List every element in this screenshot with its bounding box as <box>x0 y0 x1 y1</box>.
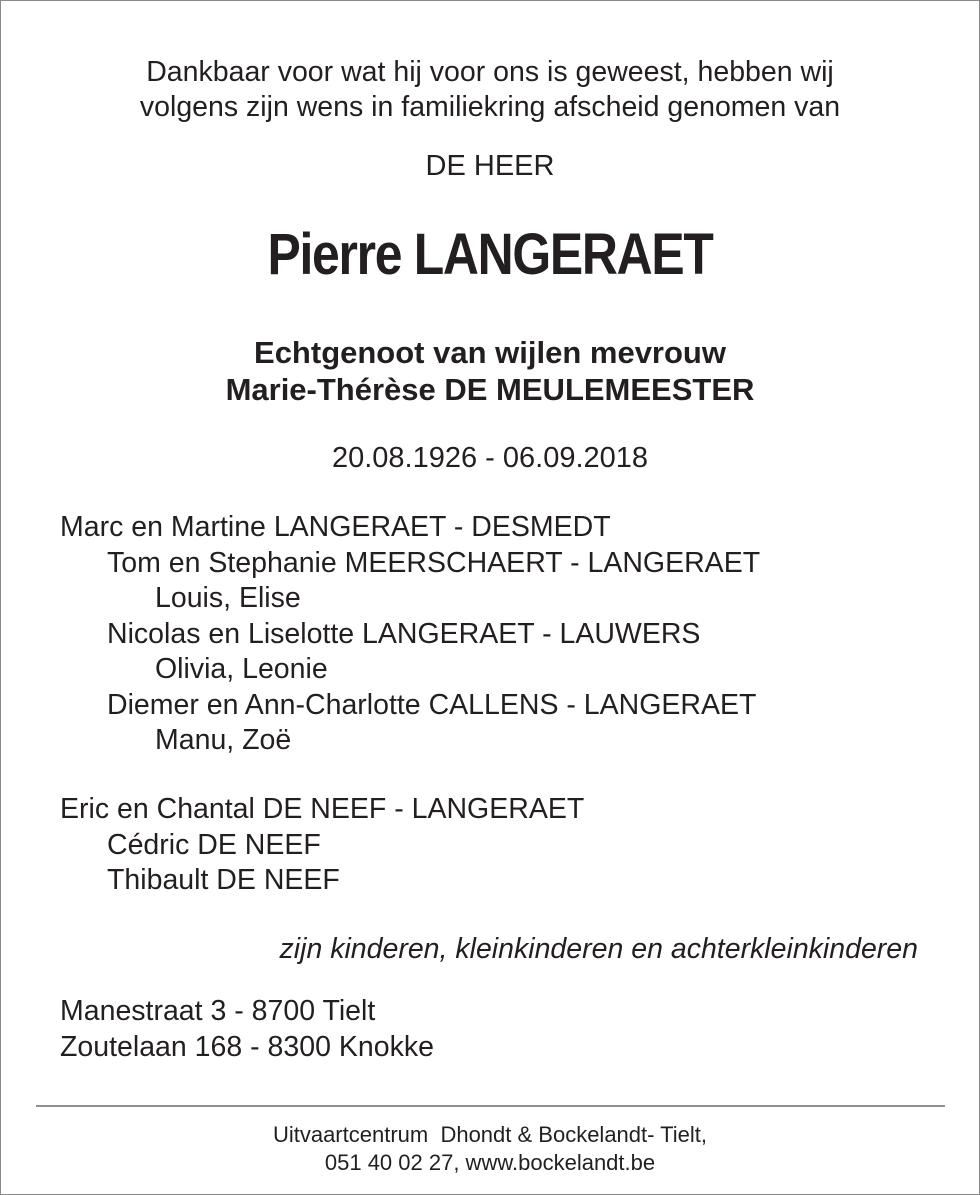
closing-relations: zijn kinderen, kleinkinderen en achterkleinkinderen <box>279 933 918 965</box>
spouse-line-2: Marie-Thérèse DE MEULEMEESTER <box>225 372 755 407</box>
family-line: Marc en Martine LANGERAET - DESMEDT <box>60 511 611 543</box>
family-line: Louis, Elise <box>155 582 301 614</box>
life-dates: 20.08.1926 - 06.09.2018 <box>331 442 649 474</box>
family-line: Manu, Zoë <box>155 724 292 756</box>
footer-line-2: 051 40 02 27, www.bockelandt.be <box>324 1150 656 1175</box>
family-line: Nicolas en Liselotte LANGERAET - LAUWERS <box>107 617 701 650</box>
family-line: Cédric DE NEEF <box>107 828 321 861</box>
family-line: Thibault DE NEEF <box>107 864 340 896</box>
family-group-2 <box>60 792 584 899</box>
family-line: Diemer en Ann-Charlotte CALLENS - LANGERAET <box>107 688 757 721</box>
addresses <box>60 994 434 1065</box>
spouse-text <box>0 334 980 408</box>
funeral-home-footer <box>0 1121 980 1177</box>
footer-line-1: Uitvaartcentrum Dhondt & Bockelandt- Tielt, <box>272 1122 708 1147</box>
deceased-name: Pierre LANGERAET <box>267 222 713 287</box>
title-prefix: DE HEER <box>425 150 555 182</box>
intro-line-2: volgens zijn wens in familiekring afscheid genomen van <box>139 91 841 123</box>
footer-divider <box>36 1105 945 1107</box>
intro-line-1: Dankbaar voor wat hij voor ons is geweest, hebben wij <box>146 56 834 88</box>
spouse-line-1: Echtgenoot van wijlen mevrouw <box>254 335 726 370</box>
family-line: Olivia, Leonie <box>155 653 328 685</box>
family-line: Tom en Stephanie MEERSCHAERT - LANGERAET <box>107 546 761 579</box>
address-line: Manestraat 3 - 8700 Tielt <box>60 995 376 1027</box>
address-line: Zoutelaan 168 - 8300 Knokke <box>60 1030 434 1063</box>
family-line: Eric en Chantal DE NEEF - LANGERAET <box>60 793 585 825</box>
family-group-1 <box>60 510 760 759</box>
intro-text <box>0 55 980 125</box>
